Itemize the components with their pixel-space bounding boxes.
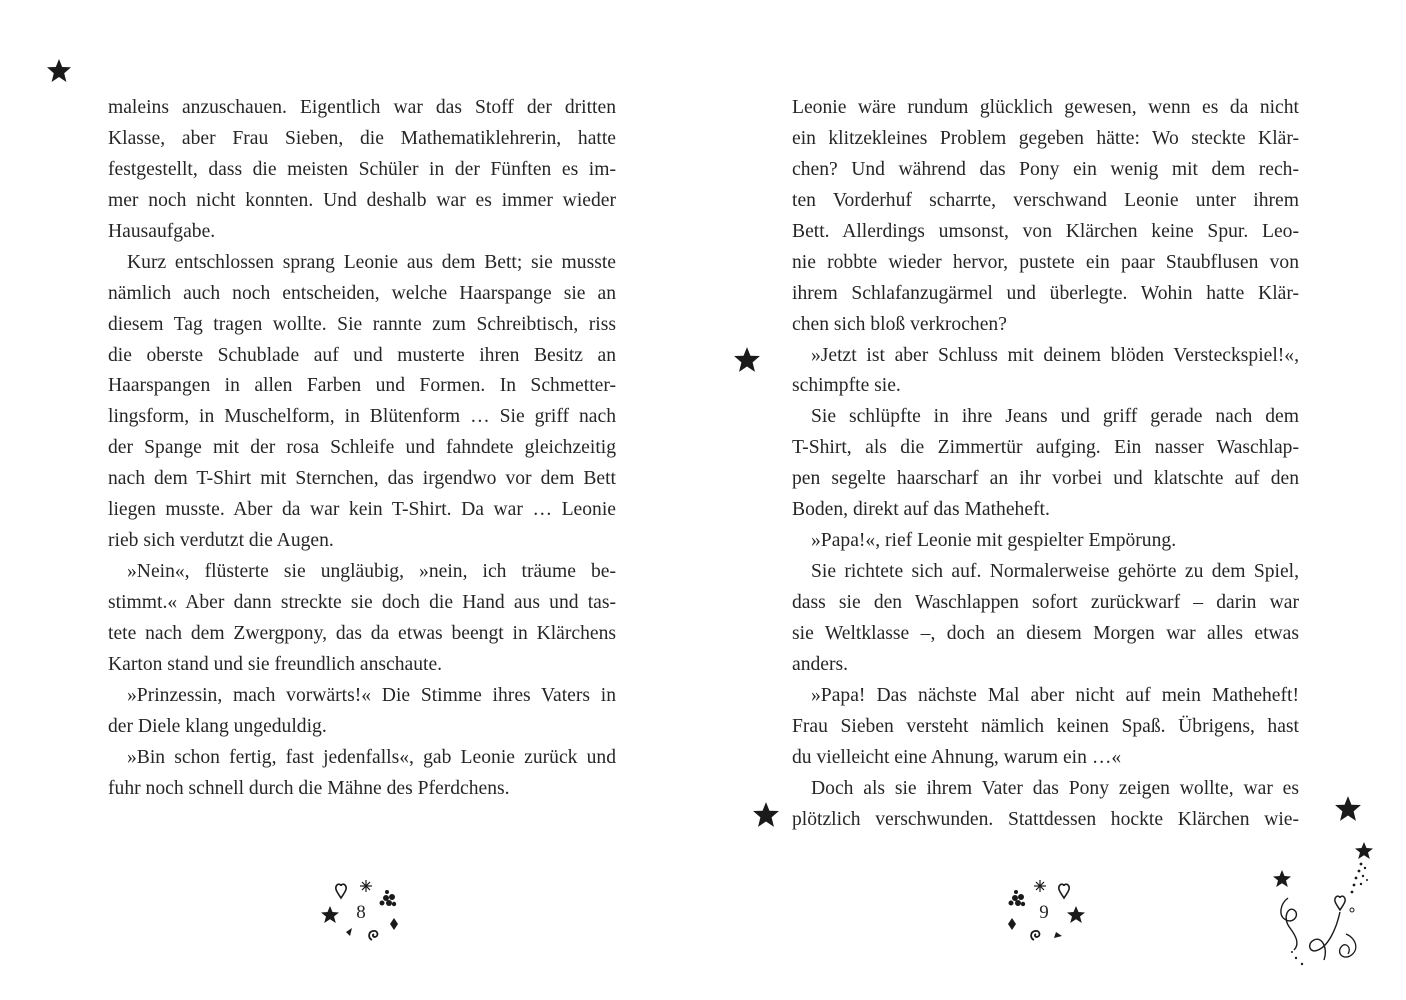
text-line: Sie schlüpfte in ihre Jeans und griff gerade nach dem bbox=[811, 406, 1299, 428]
text-line: liegen musste. Aber da war kein T-Shirt. Da war … Leonie bbox=[108, 499, 616, 521]
text-line: festgestellt, dass die meisten Schüler in der Fünften es im- bbox=[108, 158, 616, 180]
text-line: diesem Tag tragen wollte. Sie rannte zum Schreibtisch, riss bbox=[108, 313, 616, 335]
left-page-text bbox=[108, 93, 616, 805]
text-line: ten Vorderhuf scharrte, verschwand Leonie unter ihrem bbox=[792, 189, 1299, 211]
text-line: sie Weltklasse –, doch an diesem Morgen war alles etwas bbox=[792, 622, 1299, 644]
text-line: anders. bbox=[792, 653, 849, 675]
right-page-text bbox=[792, 93, 1299, 836]
text-line: Karton stand und sie freundlich anschaute. bbox=[108, 653, 443, 675]
text-line: chen sich bloß verkrochen? bbox=[792, 313, 1007, 335]
text-line: Haarspangen in allen Farben und Formen. In Schmetter- bbox=[108, 375, 616, 397]
heart-icon bbox=[1059, 884, 1069, 898]
text-line: der Diele klang ungeduldig. bbox=[108, 715, 327, 737]
text-line: nach dem T-Shirt mit Sternchen, das irgendwo vor dem Bett bbox=[108, 468, 616, 490]
text-line: du vielleicht eine Ahnung, warum ein …« bbox=[792, 746, 1122, 768]
star-icon bbox=[1334, 795, 1362, 823]
swirl-ornament bbox=[1266, 838, 1396, 973]
dots-trail bbox=[1291, 863, 1368, 966]
diamond-icon bbox=[390, 918, 398, 930]
text-line: chen? Und während das Pony ein wenig mit dem rech- bbox=[792, 158, 1299, 180]
text-line: Kurz entschlossen sprang Leonie aus dem Bett; sie musste bbox=[127, 251, 616, 273]
text-line: Hausaufgabe. bbox=[108, 220, 216, 242]
star-icon bbox=[1273, 870, 1291, 887]
star-icon bbox=[752, 801, 780, 829]
star-icon bbox=[321, 906, 339, 923]
swirl-icon bbox=[369, 931, 377, 940]
text-line: pen segelte haarscharf an ihr vorbei und klatschte auf den bbox=[792, 468, 1299, 490]
text-line: dass sie den Waschlappen sofort zurückwarf – darin war bbox=[792, 592, 1299, 613]
text-line: Leonie wäre rundum glücklich gewesen, wenn es da nicht bbox=[792, 97, 1299, 118]
text-line: Bett. Allerdings umsonst, von Klärchen keine Spur. Leo- bbox=[792, 220, 1299, 242]
text-line: stimmt.« Aber dann streckte sie doch die Hand aus und tas- bbox=[108, 592, 616, 613]
page-number-left: 8 bbox=[356, 902, 366, 923]
leaf-icon bbox=[346, 928, 352, 936]
page-number-right: 9 bbox=[1039, 902, 1049, 923]
flower-icon bbox=[380, 890, 397, 906]
text-line: »Jetzt ist aber Schluss mit deinem blöden Versteckspiel!«, bbox=[811, 344, 1299, 366]
text-line: der Spange mit der rosa Schleife und fahndete gleichzeitig bbox=[108, 437, 616, 459]
text-line: ein klitzekleines Problem gegeben hätte: Wo steckte Klär- bbox=[792, 127, 1299, 149]
swirl-icon bbox=[1281, 898, 1297, 950]
text-line: »Bin schon fertig, fast jedenfalls«, gab Leonie zurück und bbox=[127, 746, 616, 768]
text-line: Frau Sieben versteht nämlich keinen Spaß. Übrigens, hast bbox=[792, 715, 1299, 737]
text-line: die oberste Schublade auf und musterte ihren Besitz an bbox=[108, 344, 616, 366]
text-line: »Prinzessin, mach vorwärts!« Die Stimme ihres Vaters in bbox=[127, 684, 616, 706]
text-line: fuhr noch schnell durch die Mähne des Pferdchens. bbox=[108, 777, 510, 799]
text-line: ihrem Schlafanzugärmel und überlegte. Wohin hatte Klär- bbox=[792, 282, 1299, 304]
text-line: rieb sich verdutzt die Augen. bbox=[108, 530, 334, 552]
leaf-icon bbox=[1054, 932, 1062, 938]
text-line: plötzlich verschwunden. Stattdessen hockte Klärchen wie- bbox=[792, 808, 1299, 830]
text-line: »Papa!«, rief Leonie mit gespielter Empörung. bbox=[811, 530, 1177, 552]
text-line: Klasse, aber Frau Sieben, die Mathematiklehrerin, hatte bbox=[108, 127, 616, 149]
diamond-icon bbox=[1008, 918, 1016, 930]
star-icon bbox=[1355, 842, 1373, 859]
text-line: schimpfte sie. bbox=[792, 375, 901, 397]
text-line: Sie richtete sich auf. Normalerweise gehörte zu dem Spiel, bbox=[811, 561, 1299, 583]
text-line: Doch als sie ihrem Vater das Pony zeigen wollte, war es bbox=[811, 777, 1299, 799]
sparkle-icon bbox=[360, 880, 372, 892]
text-line: Boden, direkt auf das Matheheft. bbox=[792, 499, 1050, 521]
text-line: tete nach dem Zwergpony, das da etwas beengt in Klärchens bbox=[108, 622, 616, 644]
sparkle-icon bbox=[1034, 880, 1046, 892]
text-line: »Nein«, flüsterte sie ungläubig, »nein, ich träume be- bbox=[127, 561, 616, 583]
star-icon bbox=[733, 346, 761, 374]
flower-icon bbox=[1009, 890, 1026, 906]
swirl-icon bbox=[1031, 931, 1039, 940]
heart-icon bbox=[1335, 896, 1345, 910]
text-line: »Papa! Das nächste Mal aber nicht auf mein Matheheft! bbox=[811, 684, 1299, 706]
swirl-icon bbox=[1340, 934, 1356, 957]
text-line: T-Shirt, als die Zimmertür aufging. Ein nasser Waschlap- bbox=[792, 437, 1299, 459]
text-line: nie robbte wieder hervor, pustete ein paar Staubflusen von bbox=[792, 251, 1299, 273]
text-line: lingsform, in Muschelform, in Blütenform … Sie griff nach bbox=[108, 406, 616, 428]
heart-icon bbox=[336, 884, 346, 898]
text-line: maleins anzuschauen. Eigentlich war das Stoff der dritten bbox=[108, 97, 616, 118]
swirl-icon bbox=[1310, 912, 1340, 960]
text-line: nämlich auch noch entscheiden, welche Haarspange sie an bbox=[108, 282, 616, 304]
star-icon bbox=[46, 58, 72, 84]
text-line: mer noch nicht konnten. Und deshalb war es immer wieder bbox=[108, 189, 616, 211]
star-icon bbox=[1067, 906, 1085, 923]
